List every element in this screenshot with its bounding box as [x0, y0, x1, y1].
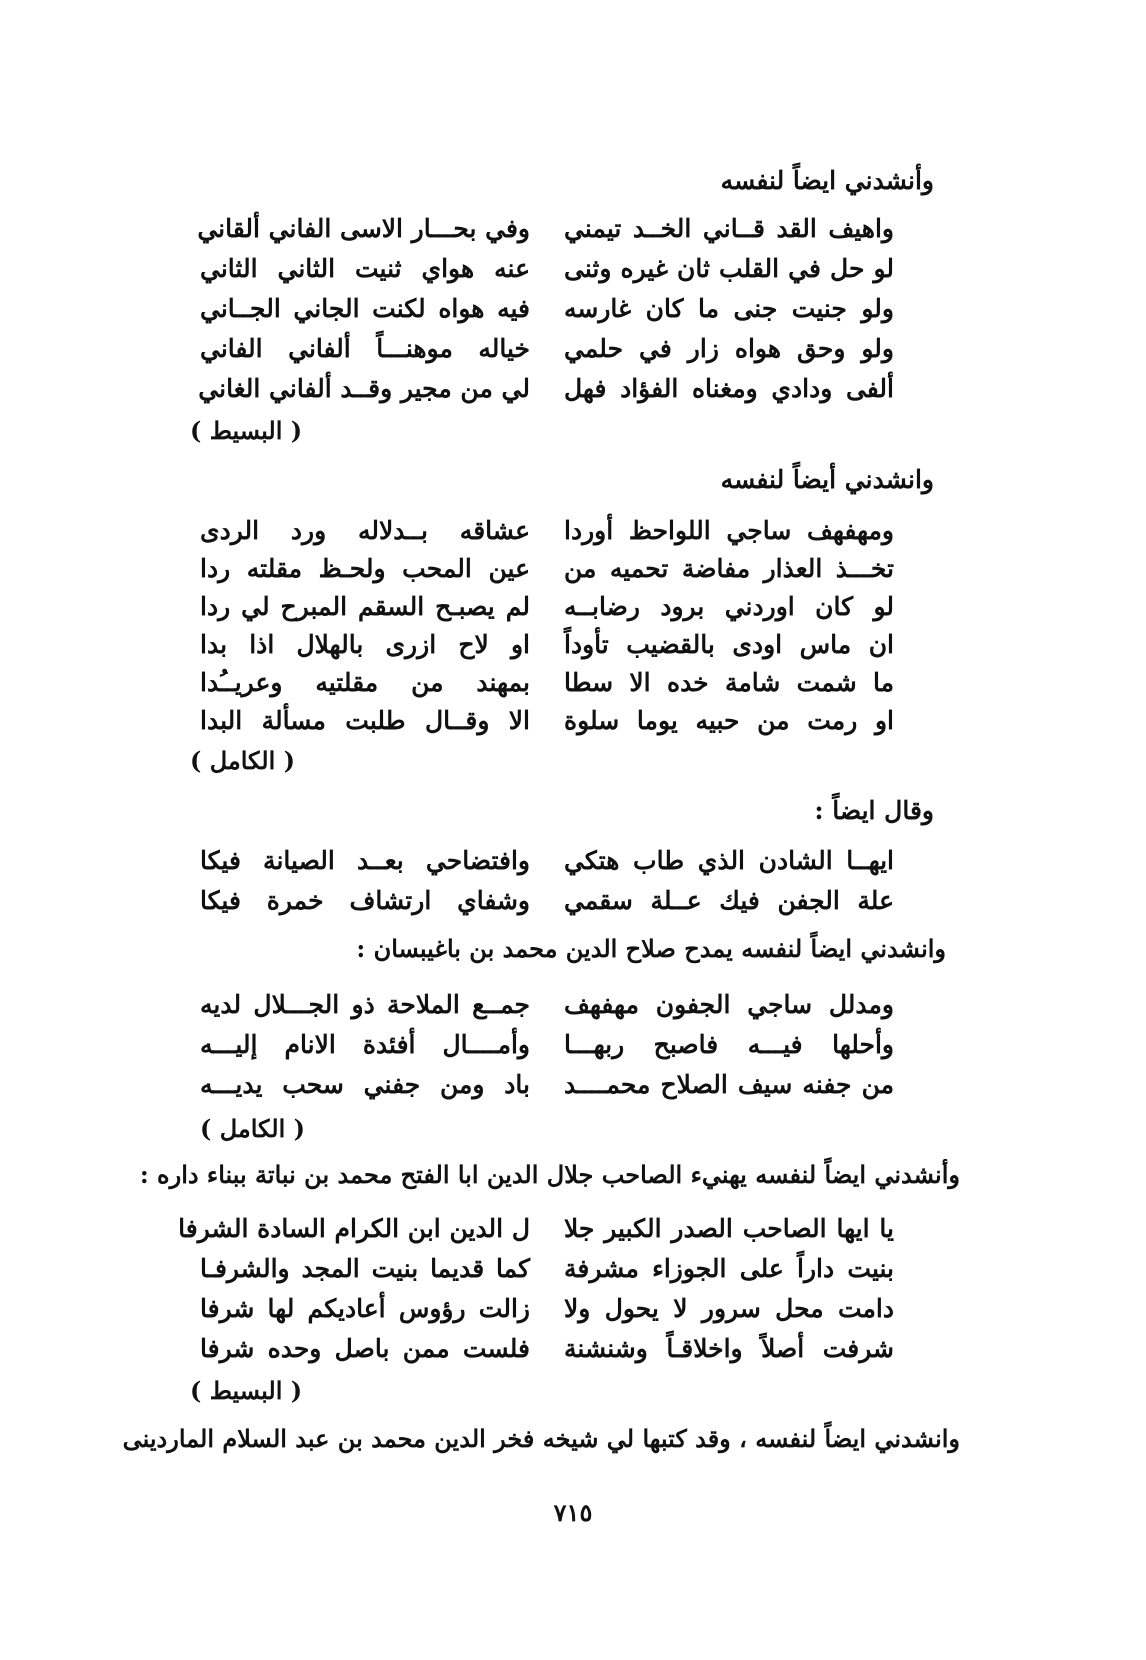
poem-heading: وانشدني ايضاً لنفسه يمدح صلاح الدين محمد بن باغيبسان : [356, 934, 946, 963]
hemistich-first: ان ماس اودى بالقضيب تأوداً [564, 630, 894, 659]
hemistich-first: ومهفهف ساجي اللواحظ أوردا [564, 516, 894, 545]
hemistich-first: علة الجفن فيك عــلة سقمي [564, 886, 894, 915]
meter-label: ( البسيط ) [190, 1376, 303, 1405]
hemistich-second: الا وقــال طلبت مسألة البدا [200, 706, 530, 735]
hemistich-second: وشفاي ارتشاف خمرة فيكا [200, 886, 530, 915]
hemistich-first: تخـــذ العذار مفاضة تحميه من [564, 554, 894, 583]
hemistich-first: واهيف القد قــاني الخــد تيمني [564, 214, 894, 243]
hemistich-first: ألفى ودادي ومغناه الفؤاد فهل [564, 374, 894, 403]
poem-heading: وانشدني أيضاً لنفسه [720, 465, 934, 494]
hemistich-first: لو حل في القلب ثان غيره وثنى [564, 254, 894, 283]
hemistich-second: وأمــــال أفئدة الانام إليـــه [200, 1030, 530, 1059]
hemistich-first: وأحلها فيـــه فاصبح ربهـــا [564, 1030, 894, 1059]
hemistich-second: عنه هواي ثنيت الثاني الثاني [200, 254, 530, 283]
hemistich-second: فلست ممن باصل وحده شرفا [200, 1334, 530, 1363]
hemistich-first: دامت محل سرور لا يحول ولا [564, 1294, 894, 1323]
poem-heading: وانشدني ايضاً لنفسه ، وقد كتبها لي شيخه فخر الدين محمد بن عبد السلام الماردينى [122, 1424, 960, 1453]
hemistich-first: بنيت داراً على الجوزاء مشرفة [564, 1254, 894, 1283]
hemistich-second: باد ومن جفني سحب يديـــه [200, 1070, 530, 1099]
hemistich-second: لم يصبـح السقم المبرح لي ردا [200, 592, 530, 621]
hemistich-first: ولو وحق هواه زار في حلمي [564, 334, 894, 363]
hemistich-second: عشاقه بــدلاله ورد الردى [200, 516, 530, 545]
hemistich-first: ولو جنيت جنى ما كان غارسه [564, 294, 894, 323]
meter-label: ( البسيط ) [190, 416, 303, 445]
hemistich-second: او لاح ازرى بالهلال اذا بدا [200, 630, 530, 659]
page-number: ٧١٥ [553, 1498, 593, 1527]
hemistich-second: وفي بحـــار الاسى الفاني ألقاني [197, 214, 530, 243]
hemistich-second: فيه هواه لكنت الجاني الجــاني [200, 294, 530, 323]
hemistich-first: او رمت من حبيه يوما سلوة [564, 706, 894, 735]
poem-heading: وقال ايضاً : [814, 796, 934, 825]
hemistich-first: شرفت أصلاً واخلاقـاً وشنشنة [564, 1334, 894, 1363]
poem-heading: وأنشدني ايضاً لنفسه [720, 166, 934, 195]
hemistich-first: ايهــا الشادن الذي طاب هتكي [564, 846, 894, 875]
hemistich-first: من جفنه سيف الصلاح محمــــد [564, 1070, 894, 1099]
hemistich-second: بمهند من مقلتيه وعريــُدا [200, 668, 530, 697]
hemistich-second: جمــع الملاحة ذو الجـــلال لديه [200, 990, 530, 1019]
hemistich-second: عين المحب ولحـظ مقلته ردا [200, 554, 530, 583]
meter-label: ( الكامل ) [190, 746, 295, 775]
hemistich-second: وافتضاحي بعــد الصيانة فيكا [200, 846, 530, 875]
hemistich-second: زالت رؤوس أعاديكم لها شرفا [200, 1294, 530, 1323]
meter-label: ( الكامل ) [200, 1114, 305, 1143]
hemistich-first: لو كان اوردني برود رضابــه [564, 592, 894, 621]
hemistich-second: كما قديما بنيت المجد والشرفـا [200, 1254, 530, 1283]
hemistich-first: يا ايها الصاحب الصدر الكبير جلا [564, 1214, 894, 1243]
hemistich-second: ل الدين ابن الكرام السادة الشرفا [178, 1214, 530, 1243]
hemistich-second: خياله موهنـــاً ألفاني الفاني [200, 334, 530, 363]
hemistich-first: ما شمت شامة خده الا سطا [564, 668, 894, 697]
hemistich-second: لي من مجير وقــد ألفاني الغاني [198, 374, 530, 403]
hemistich-first: ومدلل ساجي الجفون مهفهف [564, 990, 894, 1019]
poem-heading: وأنشدني ايضاً لنفسه يهنيء الصاحب جلال الدين ابا الفتح محمد بن نباتة ببناء داره : [139, 1160, 960, 1189]
